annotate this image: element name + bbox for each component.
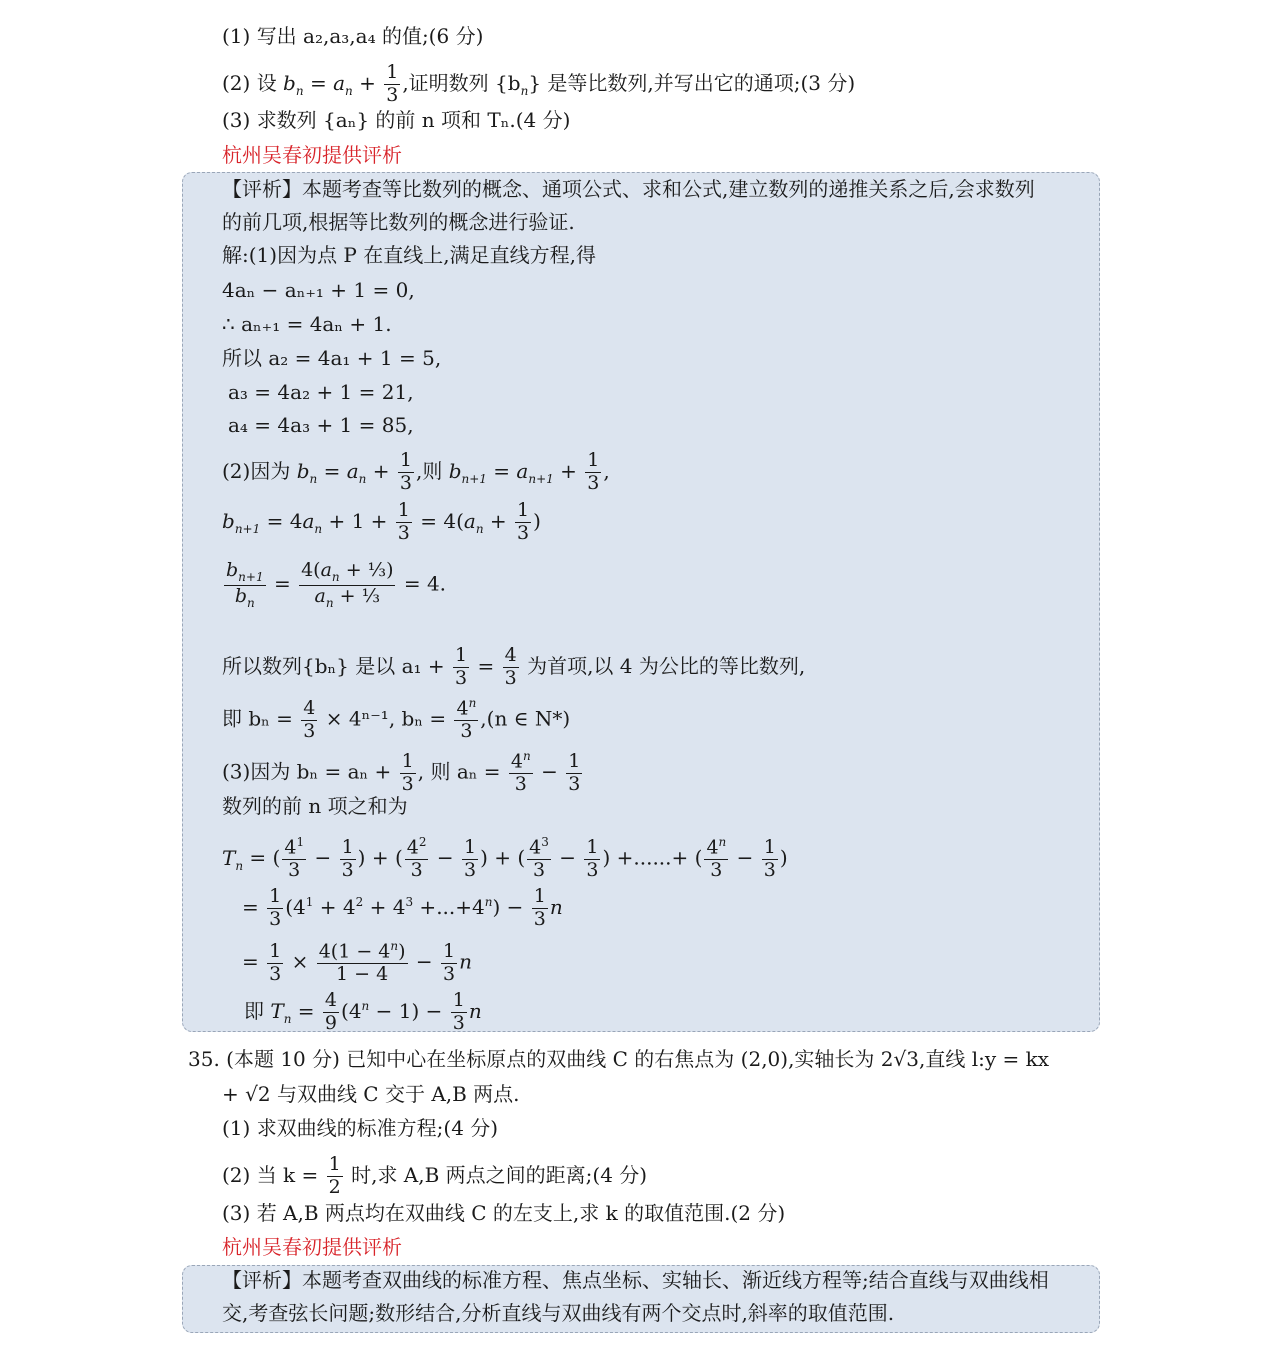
- fraction-one-third: $\frac{1}{3}$: [517, 499, 530, 544]
- fraction-four-ninths: $\frac{4}{9}$: [324, 989, 338, 1034]
- sol-line12-text-a: (3)因为 bₙ = aₙ +: [222, 759, 398, 784]
- sol-line11-text-c: ,(n ∈ N*): [480, 706, 571, 731]
- sol-line8: $b_{n+1} = 4a_n + 1$ + $\frac{1}{3}$ = $4(a_n$ + $\frac{1}{3}$ ): [222, 499, 541, 544]
- sol-line9: $\frac{b_{n+1}}{b_n}$ = $\frac{4(a_n + \frac{1}{3})}{a_n + \frac{1}{3}}$ = 4.: [226, 559, 447, 610]
- fraction-4-pow-1-over-3: $\frac{4^1}{3}$: [284, 835, 305, 882]
- fraction-4-pow-2-over-3: $\frac{4^2}{3}$: [406, 835, 427, 882]
- fraction-one-third: $\frac{1}{3}$: [452, 989, 465, 1034]
- sol-line2: 4aₙ − aₙ₊₁ + 1 = 0,: [222, 278, 415, 302]
- fraction-4-pow-3-over-3: $\frac{4^3}{3}$: [529, 835, 549, 882]
- fraction-one-third: $\frac{1}{3}$: [399, 449, 412, 494]
- q35-part2-text-a: (2) 当 k =: [222, 1162, 325, 1187]
- sol-line1: 解:(1)因为点 P 在直线上,满足直线方程,得: [222, 243, 596, 267]
- fraction-four-thirds: $\frac{4}{3}$: [303, 696, 316, 742]
- sol-line3: ∴ aₙ₊₁ = 4aₙ + 1.: [222, 312, 392, 336]
- sol-line12: (3)因为 bₙ = aₙ + $\frac{1}{3}$ , 则 aₙ = $\frac{4^n}{3}$ − $\frac{1}{3}$: [222, 749, 581, 796]
- fraction-four-pow-n-over-3: $\frac{4^n}{3}$: [706, 835, 727, 882]
- q34-analysis-line1: 【评析】本题考查等比数列的概念、通项公式、求和公式,建立数列的递推关系之后,会求数列: [222, 177, 1035, 201]
- sol-line10: 所以数列{bₙ} 是以 a₁ + $\frac{1}{3}$ = $\frac{4}{3}$ 为首项,以 4 为公比的等比数列,: [222, 644, 806, 689]
- sol-line15: = $\frac{1}{3}$ $(4^1 + 4^2 + 4^3 +...+4^n)$ − $\frac{1}{3}$ n: [242, 885, 563, 930]
- fraction-one-half: $\frac{1}{2}$: [328, 1153, 341, 1198]
- sol-line16: = $\frac{1}{3}$ × $\frac{4(1 - 4^n)}{1 - 4}$ − $\frac{1}{3}$ n: [242, 939, 473, 986]
- fraction-one-third: $\frac{1}{3}$: [568, 749, 581, 795]
- fraction-one-third: $\frac{1}{3}$: [463, 835, 477, 881]
- q34-part3: (3) 求数列 {aₙ} 的前 n 项和 Tₙ.(4 分): [222, 108, 571, 132]
- q35-analysis-line1: 【评析】本题考查双曲线的标准方程、焦点坐标、实轴长、渐近线方程等;结合直线与双曲线相: [222, 1268, 1049, 1292]
- ratio-expression: $\frac{4(a_n + \frac{1}{3})}{a_n + \frac{1}{3}}$: [301, 559, 394, 610]
- sol-line7-text-a: (2)因为: [222, 458, 297, 483]
- q34-part2-text-c: } 是等比数列,并写出它的通项;(3 分): [528, 70, 856, 95]
- sol-line10-text-a: 所以数列{bₙ} 是以 a₁ +: [222, 653, 452, 678]
- fraction-four-pow-n-over-3: $\frac{4^n}{3}$: [510, 749, 531, 796]
- fraction-one-third: $\frac{1}{3}$: [587, 449, 600, 494]
- sol-line5: a₃ = 4a₂ + 1 = 21,: [228, 380, 414, 404]
- fraction-four-thirds: $\frac{4}{3}$: [504, 644, 517, 689]
- fraction-one-third: $\frac{1}{3}$: [269, 885, 282, 930]
- q35-line1: 35. (本题 10 分) 已知中心在坐标原点的双曲线 C 的右焦点为 (2,0),实轴长为 2√3,直线 l:y = kx: [188, 1047, 1050, 1071]
- q35-part2-text-b: 时,求 A,B 两点之间的距离;(4 分): [344, 1162, 648, 1187]
- fraction-one-third: $\frac{1}{3}$: [386, 61, 399, 106]
- q34-part1: (1) 写出 a₂,a₃,a₄ 的值;(6 分): [222, 24, 484, 48]
- q34-part2-text-a: (2) 设: [222, 70, 284, 95]
- q35-part2: [222, 1154, 647, 1199]
- q35-analysis-line2: 交,考查弦长问题;数形结合,分析直线与双曲线有两个交点时,斜率的取值范围.: [222, 1301, 895, 1325]
- geometric-sum-fraction: $\frac{4(1 - 4^n)}{1 - 4}$: [318, 939, 406, 986]
- sol-line10-text-b: 为首项,以 4 为公比的等比数列,: [520, 653, 806, 678]
- sol-line7: (2)因为 $b_n = a_n$ + $\frac{1}{3}$ ,则 $b_{n+1} = a_{n+1}$ + $\frac{1}{3}$ ,: [222, 449, 610, 494]
- sol-line6: a₄ = 4a₃ + 1 = 85,: [228, 413, 414, 437]
- sol-line11: [222, 697, 570, 743]
- fraction-one-third: $\frac{1}{3}$: [443, 939, 456, 985]
- fraction-one-third: $\frac{1}{3}$: [763, 835, 776, 881]
- q35-provider: 杭州吴春初提供评析: [222, 1235, 402, 1259]
- fraction-one-third: $\frac{1}{3}$: [401, 749, 414, 795]
- ratio-fraction: $\frac{b_{n+1}}{b_n}$: [226, 559, 264, 610]
- fraction-one-third: $\frac{1}{3}$: [586, 835, 599, 881]
- fraction-one-third: $\frac{1}{3}$: [533, 885, 546, 930]
- q34-analysis-line2: 的前几项,根据等比数列的概念进行验证.: [222, 210, 575, 234]
- fraction-four-pow-n-over-3: $\frac{4^n}{3}$: [456, 696, 477, 743]
- q34-provider: 杭州吴春初提供评析: [222, 143, 402, 167]
- fraction-one-third: $\frac{1}{3}$: [455, 644, 468, 689]
- sol-line7-text-b: ,则: [415, 458, 449, 483]
- fraction-one-third: $\frac{1}{3}$: [341, 835, 354, 881]
- sol-line4: 所以 a₂ = 4a₁ + 1 = 5,: [222, 346, 442, 370]
- sol-line12-text-b: , 则 aₙ =: [417, 759, 507, 784]
- q35-line2: + √2 与双曲线 C 交于 A,B 两点.: [222, 1082, 520, 1106]
- q34-part2-text-b: ,证明数列 {b: [402, 70, 521, 95]
- q34-part2: (2) 设 $b_n = a_n$ + $\frac{1}{3}$ ,证明数列 $\{b_n\}$ 是等比数列,并写出它的通项;(3 分): [222, 61, 856, 106]
- sol-line11-text-a: 即 bₙ =: [222, 706, 300, 731]
- sol-line13: 数列的前 n 项之和为: [222, 794, 408, 818]
- sol-line11-text-b: × 4ⁿ⁻¹, bₙ =: [319, 706, 453, 731]
- q35-part1: (1) 求双曲线的标准方程;(4 分): [222, 1116, 499, 1140]
- sol-line17: 即 $T_n$ = $\frac{4}{9}$ $(4^n - 1)$ − $\frac{1}{3}$ n: [244, 989, 482, 1034]
- sol-line14: $T_n$ = ( $\frac{4^1}{3}$ − $\frac{1}{3}$ ) + ( $\frac{4^2}{3}$ − $\frac{1}{3}$ ) + ( $\frac{4^3}{3}$ − $\frac{1}{3}$ ) +......+ ( $\frac{4^n}{3}$ − $\frac{1}{3}$ ): [222, 835, 788, 882]
- q35-part3: (3) 若 A,B 两点均在双曲线 C 的左支上,求 k 的取值范围.(2 分): [222, 1201, 786, 1225]
- fraction-one-third: $\frac{1}{3}$: [269, 939, 282, 985]
- fraction-one-third: $\frac{1}{3}$: [397, 499, 410, 544]
